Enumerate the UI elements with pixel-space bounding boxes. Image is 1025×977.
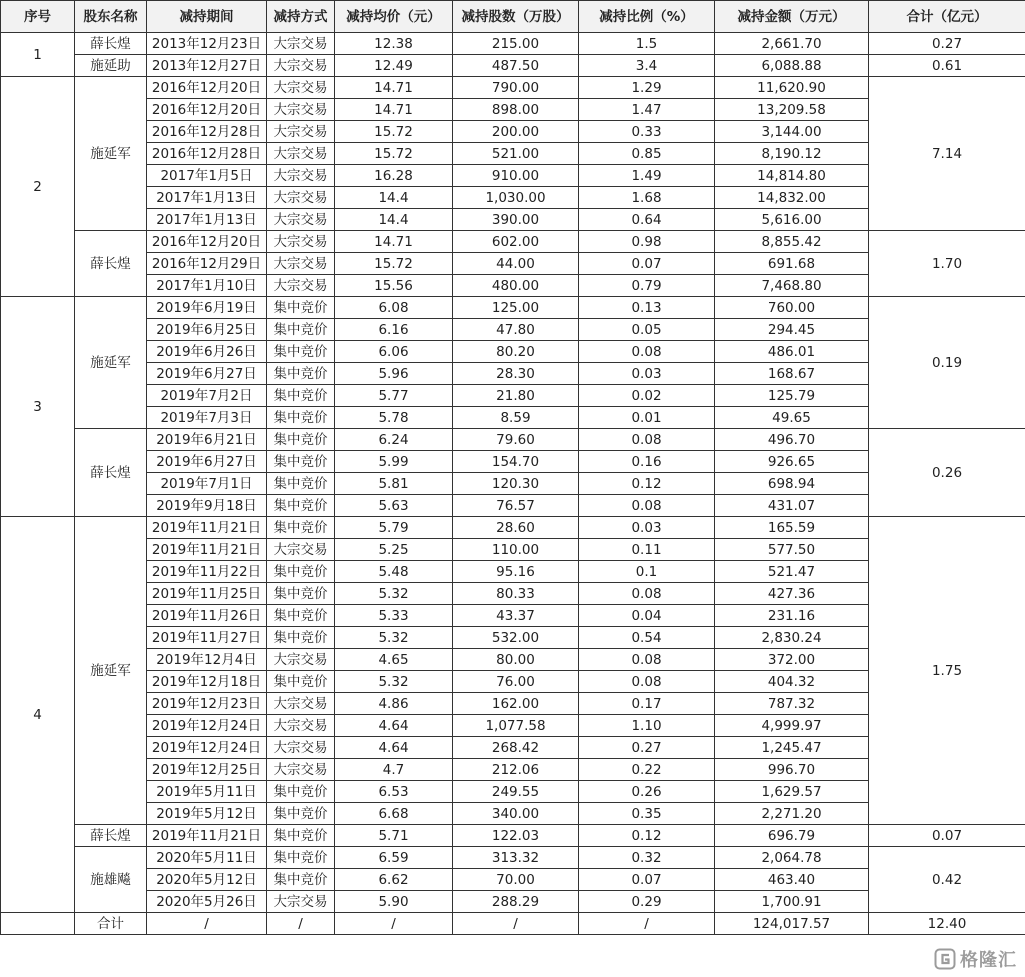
shares-cell: 521.00 xyxy=(453,143,579,165)
subtotal-cell: 0.27 xyxy=(869,33,1025,55)
date-cell: 2019年6月21日 xyxy=(147,429,267,451)
holder-name-cell: 薛长煌 xyxy=(75,825,147,847)
date-cell: 2019年11月22日 xyxy=(147,561,267,583)
date-cell: 2019年12月23日 xyxy=(147,693,267,715)
ratio-cell: 0.12 xyxy=(579,473,715,495)
seq-cell: 3 xyxy=(1,297,75,517)
amount-cell: 13,209.58 xyxy=(715,99,869,121)
date-cell: 2013年12月27日 xyxy=(147,55,267,77)
shares-cell: 200.00 xyxy=(453,121,579,143)
method-cell: 集中竞价 xyxy=(267,869,335,891)
amount-cell: 577.50 xyxy=(715,539,869,561)
seq-cell: 1 xyxy=(1,33,75,77)
avg-price-cell: 5.63 xyxy=(335,495,453,517)
header-cell: 减持均价（元） xyxy=(335,1,453,33)
ratio-cell: 0.05 xyxy=(579,319,715,341)
holder-name-cell: 施延军 xyxy=(75,77,147,231)
ratio-cell: 0.16 xyxy=(579,451,715,473)
amount-cell: 496.70 xyxy=(715,429,869,451)
shares-cell: 120.30 xyxy=(453,473,579,495)
ratio-cell: 0.22 xyxy=(579,759,715,781)
header-cell: 合计（亿元） xyxy=(869,1,1025,33)
avg-price-cell: 15.72 xyxy=(335,253,453,275)
avg-price-cell: 6.06 xyxy=(335,341,453,363)
subtotal-cell: 0.61 xyxy=(869,55,1025,77)
amount-cell: 691.68 xyxy=(715,253,869,275)
avg-price-cell: 14.71 xyxy=(335,77,453,99)
header-cell: 减持金额（万元） xyxy=(715,1,869,33)
avg-price-cell: 15.72 xyxy=(335,143,453,165)
ratio-cell: 1.29 xyxy=(579,77,715,99)
date-cell: 2019年11月21日 xyxy=(147,825,267,847)
ratio-cell: 1.5 xyxy=(579,33,715,55)
subtotal-cell: 7.14 xyxy=(869,77,1025,231)
amount-cell: 372.00 xyxy=(715,649,869,671)
shares-cell: 1,077.58 xyxy=(453,715,579,737)
avg-price-cell: 15.56 xyxy=(335,275,453,297)
amount-cell: 521.47 xyxy=(715,561,869,583)
ratio-cell: 0.13 xyxy=(579,297,715,319)
total-cell: / xyxy=(335,913,453,935)
amount-cell: 125.79 xyxy=(715,385,869,407)
date-cell: 2016年12月29日 xyxy=(147,253,267,275)
shares-cell: 212.06 xyxy=(453,759,579,781)
avg-price-cell: 5.71 xyxy=(335,825,453,847)
total-amount: 124,017.57 xyxy=(715,913,869,935)
table-row xyxy=(1,297,1025,319)
shares-cell: 532.00 xyxy=(453,627,579,649)
date-cell: 2020年5月26日 xyxy=(147,891,267,913)
shares-cell: 47.80 xyxy=(453,319,579,341)
total-cell: / xyxy=(453,913,579,935)
method-cell: 集中竞价 xyxy=(267,583,335,605)
avg-price-cell: 14.4 xyxy=(335,187,453,209)
shares-cell: 122.03 xyxy=(453,825,579,847)
amount-cell: 427.36 xyxy=(715,583,869,605)
subtotal-cell: 0.19 xyxy=(869,297,1025,429)
ratio-cell: 1.47 xyxy=(579,99,715,121)
method-cell: 大宗交易 xyxy=(267,209,335,231)
method-cell: 集中竞价 xyxy=(267,627,335,649)
avg-price-cell: 5.25 xyxy=(335,539,453,561)
amount-cell: 6,088.88 xyxy=(715,55,869,77)
date-cell: 2017年1月13日 xyxy=(147,209,267,231)
ratio-cell: 0.08 xyxy=(579,495,715,517)
date-cell: 2019年7月3日 xyxy=(147,407,267,429)
method-cell: 集中竞价 xyxy=(267,825,335,847)
avg-price-cell: 5.79 xyxy=(335,517,453,539)
date-cell: 2016年12月20日 xyxy=(147,231,267,253)
shares-cell: 288.29 xyxy=(453,891,579,913)
holder-name-cell: 施延军 xyxy=(75,297,147,429)
method-cell: 大宗交易 xyxy=(267,165,335,187)
subtotal-cell: 0.42 xyxy=(869,847,1025,913)
amount-cell: 760.00 xyxy=(715,297,869,319)
shares-cell: 249.55 xyxy=(453,781,579,803)
avg-price-cell: 5.81 xyxy=(335,473,453,495)
amount-cell: 294.45 xyxy=(715,319,869,341)
date-cell: 2017年1月13日 xyxy=(147,187,267,209)
ratio-cell: 0.07 xyxy=(579,253,715,275)
method-cell: 集中竞价 xyxy=(267,363,335,385)
method-cell: 集中竞价 xyxy=(267,605,335,627)
method-cell: 大宗交易 xyxy=(267,231,335,253)
amount-cell: 2,661.70 xyxy=(715,33,869,55)
shares-cell: 80.00 xyxy=(453,649,579,671)
avg-price-cell: 4.64 xyxy=(335,715,453,737)
date-cell: 2019年7月1日 xyxy=(147,473,267,495)
shares-cell: 390.00 xyxy=(453,209,579,231)
shares-cell: 910.00 xyxy=(453,165,579,187)
amount-cell: 168.67 xyxy=(715,363,869,385)
ratio-cell: 3.4 xyxy=(579,55,715,77)
watermark xyxy=(932,945,1019,973)
shares-cell: 79.60 xyxy=(453,429,579,451)
shares-cell: 602.00 xyxy=(453,231,579,253)
ratio-cell: 0.29 xyxy=(579,891,715,913)
avg-price-cell: 4.7 xyxy=(335,759,453,781)
date-cell: 2019年5月12日 xyxy=(147,803,267,825)
avg-price-cell: 5.32 xyxy=(335,671,453,693)
ratio-cell: 1.10 xyxy=(579,715,715,737)
shares-cell: 790.00 xyxy=(453,77,579,99)
method-cell: 大宗交易 xyxy=(267,143,335,165)
avg-price-cell: 6.24 xyxy=(335,429,453,451)
amount-cell: 996.70 xyxy=(715,759,869,781)
subtotal-cell: 0.26 xyxy=(869,429,1025,517)
date-cell: 2019年12月24日 xyxy=(147,715,267,737)
header-cell: 减持期间 xyxy=(147,1,267,33)
date-cell: 2019年12月24日 xyxy=(147,737,267,759)
method-cell: 大宗交易 xyxy=(267,55,335,77)
ratio-cell: 0.26 xyxy=(579,781,715,803)
ratio-cell: 0.85 xyxy=(579,143,715,165)
watermark-text: 格隆汇 xyxy=(960,950,1017,971)
ratio-cell: 0.02 xyxy=(579,385,715,407)
shares-cell: 154.70 xyxy=(453,451,579,473)
ratio-cell: 0.01 xyxy=(579,407,715,429)
avg-price-cell: 5.32 xyxy=(335,583,453,605)
ratio-cell: 0.03 xyxy=(579,517,715,539)
ratio-cell: 1.49 xyxy=(579,165,715,187)
avg-price-cell: 6.62 xyxy=(335,869,453,891)
avg-price-cell: 14.4 xyxy=(335,209,453,231)
table-row xyxy=(1,847,1025,869)
date-cell: 2019年12月4日 xyxy=(147,649,267,671)
date-cell: 2019年9月18日 xyxy=(147,495,267,517)
holder-name-cell: 薛长煌 xyxy=(75,33,147,55)
shares-cell: 80.33 xyxy=(453,583,579,605)
method-cell: 集中竞价 xyxy=(267,341,335,363)
method-cell: 集中竞价 xyxy=(267,803,335,825)
shares-cell: 340.00 xyxy=(453,803,579,825)
method-cell: 集中竞价 xyxy=(267,561,335,583)
amount-cell: 926.65 xyxy=(715,451,869,473)
method-cell: 大宗交易 xyxy=(267,77,335,99)
method-cell: 大宗交易 xyxy=(267,715,335,737)
amount-cell: 165.59 xyxy=(715,517,869,539)
shares-cell: 44.00 xyxy=(453,253,579,275)
method-cell: 集中竞价 xyxy=(267,429,335,451)
date-cell: 2019年11月25日 xyxy=(147,583,267,605)
ratio-cell: 0.08 xyxy=(579,583,715,605)
date-cell: 2019年6月27日 xyxy=(147,451,267,473)
method-cell: 集中竞价 xyxy=(267,451,335,473)
amount-cell: 14,832.00 xyxy=(715,187,869,209)
amount-cell: 5,616.00 xyxy=(715,209,869,231)
total-cell: / xyxy=(579,913,715,935)
ratio-cell: 0.64 xyxy=(579,209,715,231)
grand-total: 12.40 xyxy=(869,913,1025,935)
ratio-cell: 0.08 xyxy=(579,671,715,693)
date-cell: 2017年1月5日 xyxy=(147,165,267,187)
method-cell: 大宗交易 xyxy=(267,275,335,297)
method-cell: 大宗交易 xyxy=(267,121,335,143)
avg-price-cell: 15.72 xyxy=(335,121,453,143)
ratio-cell: 0.32 xyxy=(579,847,715,869)
seq-cell: 2 xyxy=(1,77,75,297)
shares-cell: 1,030.00 xyxy=(453,187,579,209)
avg-price-cell: 5.48 xyxy=(335,561,453,583)
amount-cell: 14,814.80 xyxy=(715,165,869,187)
method-cell: 大宗交易 xyxy=(267,539,335,561)
ratio-cell: 0.27 xyxy=(579,737,715,759)
avg-price-cell: 6.59 xyxy=(335,847,453,869)
ratio-cell: 0.08 xyxy=(579,429,715,451)
header-cell: 序号 xyxy=(1,1,75,33)
method-cell: 集中竞价 xyxy=(267,473,335,495)
avg-price-cell: 4.86 xyxy=(335,693,453,715)
table-row xyxy=(1,825,1025,847)
shares-cell: 487.50 xyxy=(453,55,579,77)
date-cell: 2016年12月20日 xyxy=(147,77,267,99)
header-cell: 减持比例（%） xyxy=(579,1,715,33)
shares-cell: 70.00 xyxy=(453,869,579,891)
avg-price-cell: 5.78 xyxy=(335,407,453,429)
avg-price-cell: 4.65 xyxy=(335,649,453,671)
date-cell: 2019年12月25日 xyxy=(147,759,267,781)
amount-cell: 431.07 xyxy=(715,495,869,517)
amount-cell: 1,700.91 xyxy=(715,891,869,913)
date-cell: 2016年12月28日 xyxy=(147,121,267,143)
shares-cell: 76.57 xyxy=(453,495,579,517)
method-cell: 大宗交易 xyxy=(267,649,335,671)
ratio-cell: 0.12 xyxy=(579,825,715,847)
ratio-cell: 0.04 xyxy=(579,605,715,627)
shares-cell: 28.30 xyxy=(453,363,579,385)
subtotal-cell: 1.75 xyxy=(869,517,1025,825)
method-cell: 集中竞价 xyxy=(267,297,335,319)
seq-cell: 4 xyxy=(1,517,75,913)
ratio-cell: 0.79 xyxy=(579,275,715,297)
total-row xyxy=(1,913,1025,935)
holder-name-cell: 薛长煌 xyxy=(75,429,147,517)
shares-cell: 80.20 xyxy=(453,341,579,363)
date-cell: 2019年11月27日 xyxy=(147,627,267,649)
shares-cell: 162.00 xyxy=(453,693,579,715)
amount-cell: 696.79 xyxy=(715,825,869,847)
gelonghui-logo-icon xyxy=(934,948,956,970)
shares-cell: 43.37 xyxy=(453,605,579,627)
holder-name-cell: 薛长煌 xyxy=(75,231,147,297)
amount-cell: 3,144.00 xyxy=(715,121,869,143)
date-cell: 2019年5月11日 xyxy=(147,781,267,803)
avg-price-cell: 5.90 xyxy=(335,891,453,913)
method-cell: 大宗交易 xyxy=(267,99,335,121)
amount-cell: 7,468.80 xyxy=(715,275,869,297)
ratio-cell: 0.08 xyxy=(579,341,715,363)
amount-cell: 1,629.57 xyxy=(715,781,869,803)
total-cell: / xyxy=(267,913,335,935)
header-cell: 股东名称 xyxy=(75,1,147,33)
date-cell: 2019年11月21日 xyxy=(147,539,267,561)
avg-price-cell: 14.71 xyxy=(335,231,453,253)
ratio-cell: 0.08 xyxy=(579,649,715,671)
amount-cell: 11,620.90 xyxy=(715,77,869,99)
table-row xyxy=(1,429,1025,451)
date-cell: 2019年6月19日 xyxy=(147,297,267,319)
header-row xyxy=(1,1,1025,33)
avg-price-cell: 5.77 xyxy=(335,385,453,407)
avg-price-cell: 6.16 xyxy=(335,319,453,341)
shares-cell: 95.16 xyxy=(453,561,579,583)
ratio-cell: 0.98 xyxy=(579,231,715,253)
amount-cell: 2,271.20 xyxy=(715,803,869,825)
date-cell: 2019年7月2日 xyxy=(147,385,267,407)
shares-cell: 268.42 xyxy=(453,737,579,759)
shares-cell: 313.32 xyxy=(453,847,579,869)
avg-price-cell: 5.96 xyxy=(335,363,453,385)
shares-cell: 76.00 xyxy=(453,671,579,693)
shares-cell: 110.00 xyxy=(453,539,579,561)
avg-price-cell: 6.53 xyxy=(335,781,453,803)
method-cell: 大宗交易 xyxy=(267,187,335,209)
avg-price-cell: 5.32 xyxy=(335,627,453,649)
shares-cell: 8.59 xyxy=(453,407,579,429)
method-cell: 集中竞价 xyxy=(267,407,335,429)
method-cell: 大宗交易 xyxy=(267,891,335,913)
ratio-cell: 0.03 xyxy=(579,363,715,385)
ratio-cell: 0.17 xyxy=(579,693,715,715)
method-cell: 大宗交易 xyxy=(267,33,335,55)
date-cell: 2019年11月26日 xyxy=(147,605,267,627)
shares-cell: 28.60 xyxy=(453,517,579,539)
table-row xyxy=(1,77,1025,99)
amount-cell: 404.32 xyxy=(715,671,869,693)
amount-cell: 787.32 xyxy=(715,693,869,715)
holder-name-cell: 施延助 xyxy=(75,55,147,77)
ratio-cell: 0.07 xyxy=(579,869,715,891)
method-cell: 集中竞价 xyxy=(267,385,335,407)
table-row xyxy=(1,33,1025,55)
method-cell: 集中竞价 xyxy=(267,495,335,517)
ratio-cell: 0.1 xyxy=(579,561,715,583)
subtotal-cell: 0.07 xyxy=(869,825,1025,847)
amount-cell: 486.01 xyxy=(715,341,869,363)
ratio-cell: 0.33 xyxy=(579,121,715,143)
amount-cell: 1,245.47 xyxy=(715,737,869,759)
avg-price-cell: 14.71 xyxy=(335,99,453,121)
date-cell: 2017年1月10日 xyxy=(147,275,267,297)
method-cell: 集中竞价 xyxy=(267,671,335,693)
avg-price-cell: 12.38 xyxy=(335,33,453,55)
date-cell: 2019年11月21日 xyxy=(147,517,267,539)
table-row xyxy=(1,231,1025,253)
avg-price-cell: 6.68 xyxy=(335,803,453,825)
shares-cell: 480.00 xyxy=(453,275,579,297)
date-cell: 2020年5月11日 xyxy=(147,847,267,869)
date-cell: 2019年12月18日 xyxy=(147,671,267,693)
avg-price-cell: 5.99 xyxy=(335,451,453,473)
amount-cell: 8,190.12 xyxy=(715,143,869,165)
table-row xyxy=(1,517,1025,539)
method-cell: 集中竞价 xyxy=(267,319,335,341)
ratio-cell: 0.54 xyxy=(579,627,715,649)
date-cell: 2019年6月25日 xyxy=(147,319,267,341)
total-label: 合计 xyxy=(75,913,147,935)
amount-cell: 2,064.78 xyxy=(715,847,869,869)
avg-price-cell: 16.28 xyxy=(335,165,453,187)
total-cell: / xyxy=(147,913,267,935)
method-cell: 大宗交易 xyxy=(267,737,335,759)
shares-cell: 21.80 xyxy=(453,385,579,407)
date-cell: 2016年12月20日 xyxy=(147,99,267,121)
date-cell: 2020年5月12日 xyxy=(147,869,267,891)
table-row xyxy=(1,55,1025,77)
total-label-cell xyxy=(1,913,75,935)
method-cell: 大宗交易 xyxy=(267,693,335,715)
holder-name-cell: 施雄飚 xyxy=(75,847,147,913)
ratio-cell: 1.68 xyxy=(579,187,715,209)
subtotal-cell: 1.70 xyxy=(869,231,1025,297)
date-cell: 2016年12月28日 xyxy=(147,143,267,165)
header-cell: 减持方式 xyxy=(267,1,335,33)
method-cell: 集中竞价 xyxy=(267,847,335,869)
avg-price-cell: 12.49 xyxy=(335,55,453,77)
amount-cell: 4,999.97 xyxy=(715,715,869,737)
amount-cell: 49.65 xyxy=(715,407,869,429)
table-body xyxy=(1,33,1025,913)
avg-price-cell: 4.64 xyxy=(335,737,453,759)
method-cell: 集中竞价 xyxy=(267,781,335,803)
amount-cell: 231.16 xyxy=(715,605,869,627)
date-cell: 2019年6月27日 xyxy=(147,363,267,385)
ratio-cell: 0.35 xyxy=(579,803,715,825)
method-cell: 集中竞价 xyxy=(267,517,335,539)
shares-cell: 215.00 xyxy=(453,33,579,55)
amount-cell: 8,855.42 xyxy=(715,231,869,253)
avg-price-cell: 5.33 xyxy=(335,605,453,627)
holder-name-cell: 施延军 xyxy=(75,517,147,825)
date-cell: 2013年12月23日 xyxy=(147,33,267,55)
method-cell: 大宗交易 xyxy=(267,253,335,275)
amount-cell: 2,830.24 xyxy=(715,627,869,649)
shares-cell: 898.00 xyxy=(453,99,579,121)
ratio-cell: 0.11 xyxy=(579,539,715,561)
avg-price-cell: 6.08 xyxy=(335,297,453,319)
amount-cell: 463.40 xyxy=(715,869,869,891)
method-cell: 大宗交易 xyxy=(267,759,335,781)
date-cell: 2019年6月26日 xyxy=(147,341,267,363)
shares-cell: 125.00 xyxy=(453,297,579,319)
amount-cell: 698.94 xyxy=(715,473,869,495)
header-cell: 减持股数（万股） xyxy=(453,1,579,33)
